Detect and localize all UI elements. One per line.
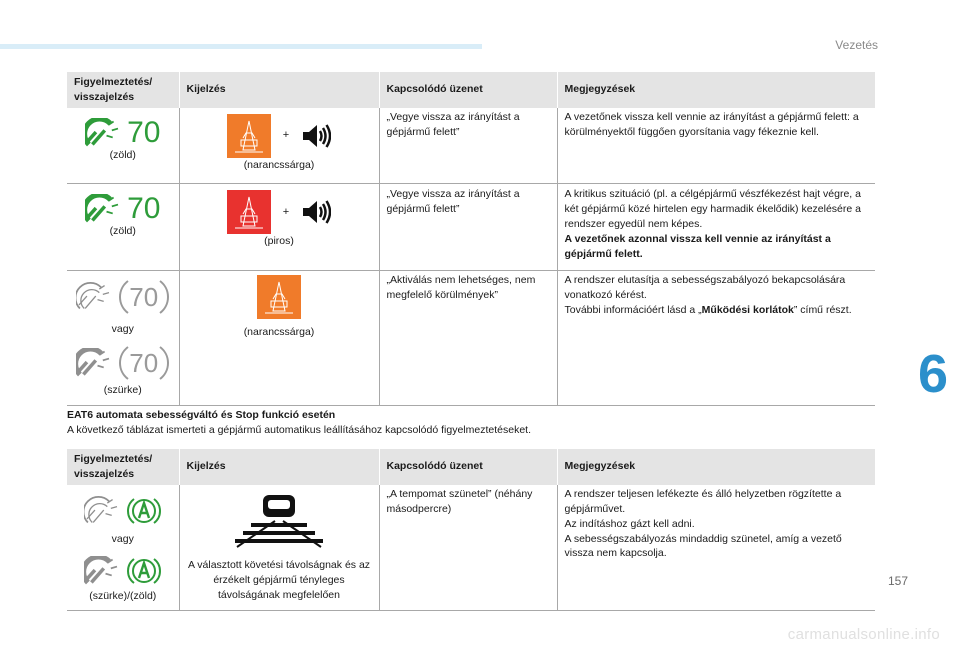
collision-alert-icon — [227, 190, 271, 234]
plus-sign: + — [282, 129, 290, 141]
header-accent-bar — [0, 44, 482, 49]
speedometer-icon — [84, 556, 120, 586]
message-text: „A tempomat szünetel” (néhány másodpercre) — [379, 485, 557, 611]
table-row — [67, 108, 875, 184]
speed-value: 70 — [129, 347, 159, 378]
or-label: vagy — [111, 323, 134, 336]
notes-ref-suffix: ” című részt. — [793, 304, 852, 317]
notes-text: A rendszer teljesen lefékezte és álló helyzetben rögzítette a gépjárművet. — [564, 487, 842, 515]
auto-mode-icon — [126, 493, 162, 529]
message-text: „Vegye vissza az irányítást a gépjármű felett” — [379, 184, 557, 271]
message-text: „Vegye vissza az irányítást a gépjármű felett” — [379, 108, 557, 184]
notes-cell — [557, 271, 875, 406]
warning-table — [67, 72, 875, 406]
table-row — [67, 184, 875, 271]
notes-bold-text: A vezetőnek azonnal vissza kell vennie az irányítást a gépjármű felett. — [564, 233, 831, 260]
speed-value: 70 — [127, 192, 161, 226]
speed-limit-ring — [118, 277, 170, 317]
section-title: Vezetés — [835, 38, 878, 52]
or-label: vagy — [111, 532, 134, 545]
indicator-caption: (zöld) — [109, 225, 136, 238]
table-header-indicator: Figyelmeztetés/ visszajelzés — [67, 72, 179, 108]
auto-mode-icon — [126, 553, 162, 589]
eat6-section — [67, 408, 531, 438]
indicator-caption: (zöld) — [109, 148, 136, 161]
notes-ref-prefix: További információért lásd a „ — [564, 304, 702, 317]
notes-text: A rendszer elutasítja a sebességszabályozó bekapcsolására vonatkozó kérést. — [564, 274, 846, 302]
speaker-icon — [301, 199, 331, 225]
speedometer-icon — [76, 348, 112, 378]
table-row — [67, 271, 875, 406]
table-header-notes: Megjegyzések — [557, 449, 875, 485]
display-caption: A választott követési távolságnak és az érzékelt gépjármű tényleges távolságának megfelelően — [187, 558, 371, 601]
notes-cell — [557, 184, 875, 271]
notes-cell — [557, 485, 875, 611]
speed-value: 70 — [129, 281, 159, 312]
speedometer-icon — [85, 194, 121, 224]
table-header-display: Kijelzés — [179, 72, 379, 108]
table-row — [67, 485, 875, 611]
collision-warning-icon — [257, 275, 301, 319]
speedometer-icon — [85, 118, 121, 148]
table-header-indicator: Figyelmeztetés/ visszajelzés — [67, 449, 179, 485]
notes-text: A sebességszabályozás mindaddig szünetel, amíg a vezető vissza nem kapcsolja. — [564, 532, 842, 560]
notes-reference — [565, 303, 869, 318]
notes-text: A kritikus szituáció (pl. a célgépjármű vészfékezést hajt végre, a két gépjármű közé hirtelen egy harmadik ékelődik) kezelésére a rendszer egyedül nem képes. — [564, 188, 861, 231]
notes-cell — [557, 108, 875, 184]
collision-warning-icon — [227, 114, 271, 158]
message-text: „Aktiválás nem lehetséges, nem megfelelő körülmények” — [379, 271, 557, 406]
display-caption: (narancssárga) — [243, 158, 315, 171]
stop-warning-table — [67, 449, 875, 611]
plus-sign: + — [282, 205, 290, 218]
eat6-title: EAT6 automata sebességváltó és Stop funkció esetén — [67, 409, 336, 421]
indicator-caption: (szürke) — [103, 384, 142, 397]
eat6-text: A következő táblázat ismerteti a gépjármű automatikus leállításához kapcsolódó figyelmeztetéseket. — [67, 424, 531, 437]
speedometer-outline-icon — [76, 282, 112, 312]
following-distance-icon — [231, 491, 327, 549]
speed-value: 70 — [127, 115, 161, 149]
table-header-notes: Megjegyzések — [557, 72, 875, 108]
table-header-message: Kapcsolódó üzenet — [379, 449, 557, 485]
table-header-display: Kijelzés — [179, 449, 379, 485]
speaker-icon — [301, 123, 331, 149]
notes-text: A vezetőnek vissza kell vennie az irányítást a gépjármű felett: a körülményektől függően gyorsítania vagy fékeznie kell. — [564, 110, 859, 138]
speed-limit-ring — [118, 343, 170, 383]
chapter-number: 6 — [917, 344, 948, 404]
notes-ref-link: Működési korlátok — [701, 304, 794, 317]
display-caption: (narancssárga) — [243, 326, 315, 339]
page-number: 157 — [887, 574, 908, 588]
notes-text: Az indításhoz gázt kell adni. — [564, 517, 695, 530]
speedometer-outline-icon — [84, 496, 120, 526]
display-caption: (piros) — [264, 235, 294, 248]
table-header-message: Kapcsolódó üzenet — [379, 72, 557, 108]
indicator-caption: (szürke)/(zöld) — [89, 589, 157, 602]
watermark: carmanualsonline.info — [787, 626, 940, 643]
